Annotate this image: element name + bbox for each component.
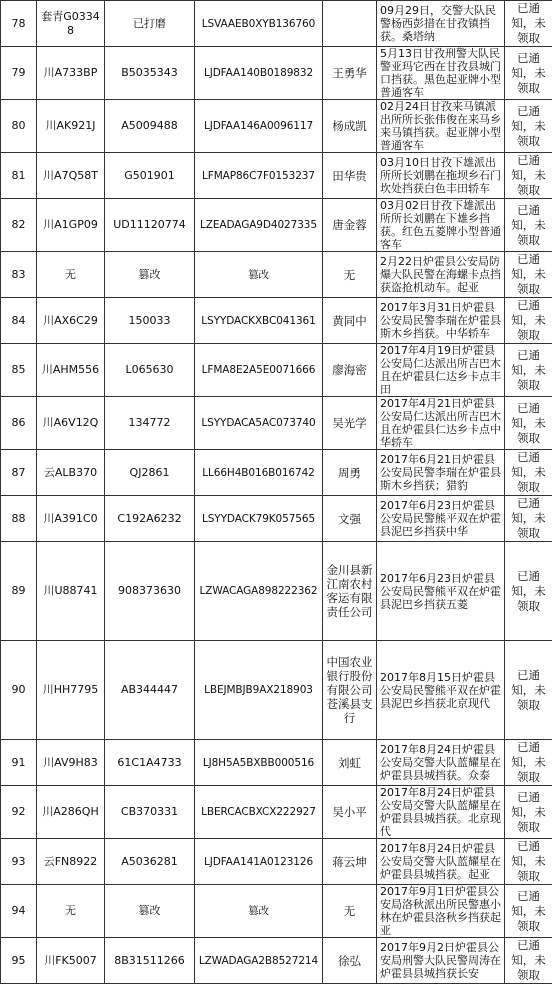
seizure-description: 2017年9月2日炉霍县公安局刑警大队民警周涛在炉霍县县城挡获长安 — [377, 938, 505, 984]
engine-number: QJ2861 — [105, 450, 195, 496]
vin-number: LSVAAEB0XYB136760 — [195, 1, 323, 47]
table-row — [1, 153, 552, 199]
plate-number: 川A1GP09 — [37, 199, 105, 252]
notification-status: 已通知，未领取 — [505, 542, 552, 641]
row-number: 90 — [1, 641, 37, 740]
vin-number: LJ8H5A5BXBB000516 — [195, 740, 323, 786]
engine-number: 134772 — [105, 397, 195, 450]
notification-status: 已通知，未领取 — [505, 496, 552, 542]
table-row — [1, 839, 552, 885]
seizure-description: 2017年8月24日炉霍县公安局交警大队蓝耀星在炉霍县县城挡获。起亚 — [377, 839, 505, 885]
seizure-description: 2017年8月24日炉霍县公安局交警大队蓝耀星在炉霍县县城挡获。北京现代 — [377, 786, 505, 839]
notification-status: 已通知，未领取 — [505, 740, 552, 786]
plate-number: 川A6V12Q — [37, 397, 105, 450]
table-row — [1, 885, 552, 938]
engine-number: G501901 — [105, 153, 195, 199]
engine-number: 61C1A4733 — [105, 740, 195, 786]
table-row — [1, 298, 552, 344]
seizure-description: 2017年8月24日炉霍县公安局交警大队蓝耀星在炉霍县县城挡获。众泰 — [377, 740, 505, 786]
vin-number: LZEADAGA9D4027335 — [195, 199, 323, 252]
seizure-description: 2017年6月23日炉霍县公安局民警熊平双在炉霍县泥巴乡挡获中华 — [377, 496, 505, 542]
plate-number: 云ALB370 — [37, 450, 105, 496]
plate-number: 无 — [37, 885, 105, 938]
seizure-description: 2017年4月19日炉霍县公安局仁达派出所吉巴木且在炉霍县仁达乡卡点丰田 — [377, 344, 505, 397]
seizure-description: 2017年6月21日炉霍县公安局民警李瑞在炉霍县斯木乡挡获；猎豹 — [377, 450, 505, 496]
notification-status: 已通知，未领取 — [505, 450, 552, 496]
table-row — [1, 740, 552, 786]
notification-status: 已通知，未领取 — [505, 641, 552, 740]
vin-number: LBERCACBXCX222927 — [195, 786, 323, 839]
row-number: 80 — [1, 100, 37, 153]
plate-number: 无 — [37, 252, 105, 298]
row-number: 92 — [1, 786, 37, 839]
engine-number: 已打磨 — [105, 1, 195, 47]
vin-number: 篡改 — [195, 885, 323, 938]
seizure-description: 2月22日炉霍县公安局防爆大队民警在海螺卡点挡获盗抢机动车。起亚 — [377, 252, 505, 298]
owner-name: 黄同中 — [323, 298, 377, 344]
seizure-description: 03月02日甘孜下雄派出所所长刘鹏在下雄乡挡获。红色五菱牌小型普通客车 — [377, 199, 505, 252]
plate-number: 川AV9H83 — [37, 740, 105, 786]
seizure-description: 09月29日，交警大队民警杨西彭措在甘孜镇挡获。桑塔纳 — [377, 1, 505, 47]
vin-number: LZWACAGA898222362 — [195, 542, 323, 641]
vin-number: LBEJMBJB9AX218903 — [195, 641, 323, 740]
table-row — [1, 199, 552, 252]
owner-name: 金川县新江南农村客运有限责任公司 — [323, 542, 377, 641]
vin-number: LJDFAA140B0189832 — [195, 47, 323, 100]
notification-status: 已通知，未领取 — [505, 252, 552, 298]
engine-number: AB344447 — [105, 641, 195, 740]
row-number: 94 — [1, 885, 37, 938]
owner-name — [323, 1, 377, 47]
table-row — [1, 786, 552, 839]
vin-number: LJDFAA141A0123126 — [195, 839, 323, 885]
vin-number: LSYYDACKXBC041361 — [195, 298, 323, 344]
table-row — [1, 1, 552, 47]
notification-status: 已通知，未领取 — [505, 153, 552, 199]
row-number: 83 — [1, 252, 37, 298]
engine-number: 篡改 — [105, 885, 195, 938]
vin-number: LFMA8E2A5E0071666 — [195, 344, 323, 397]
plate-number: 川A286QH — [37, 786, 105, 839]
owner-name: 蒋云坤 — [323, 839, 377, 885]
row-number: 81 — [1, 153, 37, 199]
seizure-description: 02月24日甘孜来马镇派出所所长张伟俊在来马乡来马镇挡获。起亚牌小型普通客车 — [377, 100, 505, 153]
row-number: 86 — [1, 397, 37, 450]
vin-number: LJDFAA146A0096117 — [195, 100, 323, 153]
owner-name: 无 — [323, 252, 377, 298]
owner-name: 无 — [323, 885, 377, 938]
owner-name: 周勇 — [323, 450, 377, 496]
row-number: 91 — [1, 740, 37, 786]
table-row — [1, 542, 552, 641]
row-number: 82 — [1, 199, 37, 252]
seizure-description: 2017年3月31日炉霍县公安局民警李瑞在炉霍县斯木乡挡获。中华轿车 — [377, 298, 505, 344]
engine-number: CB370331 — [105, 786, 195, 839]
seizure-description: 2017年6月23日炉霍县公安局民警熊平双在炉霍县泥巴乡挡获五菱 — [377, 542, 505, 641]
notification-status: 已通知，未领取 — [505, 938, 552, 984]
owner-name: 文强 — [323, 496, 377, 542]
plate-number: 川HH7795 — [37, 641, 105, 740]
plate-number: 云FN8922 — [37, 839, 105, 885]
owner-name: 唐金蓉 — [323, 199, 377, 252]
engine-number: 篡改 — [105, 252, 195, 298]
vin-number: LSYYDACA5AC073740 — [195, 397, 323, 450]
notification-status: 已通知，未领取 — [505, 839, 552, 885]
row-number: 78 — [1, 1, 37, 47]
engine-number: UD11120774 — [105, 199, 195, 252]
owner-name: 吴小平 — [323, 786, 377, 839]
table-row — [1, 397, 552, 450]
vin-number: LFMAP86C7F0153237 — [195, 153, 323, 199]
notification-status: 已通知，未领取 — [505, 199, 552, 252]
owner-name: 杨成凯 — [323, 100, 377, 153]
plate-number: 川AX6C29 — [37, 298, 105, 344]
row-number: 79 — [1, 47, 37, 100]
plate-number: 川AHM556 — [37, 344, 105, 397]
seizure-description: 2017年9月1日炉霍县公安局洛秋派出所民警惠小林在炉霍县洛秋乡挡获起亚 — [377, 885, 505, 938]
plate-number: 套青G0334 8 — [37, 1, 105, 47]
engine-number: L065630 — [105, 344, 195, 397]
plate-number: 川A391C0 — [37, 496, 105, 542]
notification-status: 已通知，未领取 — [505, 885, 552, 938]
engine-number: 8B31511266 — [105, 938, 195, 984]
row-number: 84 — [1, 298, 37, 344]
table-row — [1, 344, 552, 397]
table-row — [1, 47, 552, 100]
seizure-description: 2017年4月21日炉霍县公安局仁达派出所吉巴木且在炉霍县仁达乡卡点中华轿车 — [377, 397, 505, 450]
seizure-description: 5月13日甘孜刑警大队民警亚玛它西在甘孜县城门口挡获。黑色起亚牌小型普通客车 — [377, 47, 505, 100]
plate-number: 川AK921J — [37, 100, 105, 153]
table-row — [1, 496, 552, 542]
row-number: 88 — [1, 496, 37, 542]
owner-name: 吴光学 — [323, 397, 377, 450]
owner-name: 王勇华 — [323, 47, 377, 100]
notification-status: 已通知，未领取 — [505, 397, 552, 450]
engine-number: A5036281 — [105, 839, 195, 885]
owner-name: 刘虹 — [323, 740, 377, 786]
vin-number: LSYYDACK79K057565 — [195, 496, 323, 542]
table-row — [1, 938, 552, 984]
table-row — [1, 100, 552, 153]
notification-status: 已通知，未领取 — [505, 344, 552, 397]
notification-status: 已通知，未领取 — [505, 786, 552, 839]
engine-number: A5009488 — [105, 100, 195, 153]
plate-number: 川U88741 — [37, 542, 105, 641]
engine-number: 908373630 — [105, 542, 195, 641]
notification-status: 已通知，未领取 — [505, 1, 552, 47]
row-number: 87 — [1, 450, 37, 496]
row-number: 93 — [1, 839, 37, 885]
owner-name: 中国农业银行股份有限公司苍溪县支行 — [323, 641, 377, 740]
owner-name: 徐弘 — [323, 938, 377, 984]
plate-number: 川A733BP — [37, 47, 105, 100]
notification-status: 已通知，未领取 — [505, 47, 552, 100]
vin-number: 篡改 — [195, 252, 323, 298]
seizure-description: 03月10日甘孜下雄派出所所长刘鹏在拖坝乡石门坎处挡获白色丰田轿车 — [377, 153, 505, 199]
row-number: 95 — [1, 938, 37, 984]
table-row — [1, 641, 552, 740]
owner-name: 廖海密 — [323, 344, 377, 397]
plate-number: 川FK5007 — [37, 938, 105, 984]
engine-number: 150033 — [105, 298, 195, 344]
plate-number: 川A7Q58T — [37, 153, 105, 199]
owner-name: 田华贵 — [323, 153, 377, 199]
engine-number: C192A6232 — [105, 496, 195, 542]
table-row — [1, 450, 552, 496]
vin-number: LL66H4B016B016742 — [195, 450, 323, 496]
row-number: 85 — [1, 344, 37, 397]
vin-number: LZWADAGA2B8527214 — [195, 938, 323, 984]
seizure-description: 2017年8月15日炉霍县公安局民警熊平双在炉霍县泥巴乡挡获北京现代 — [377, 641, 505, 740]
notification-status: 已通知，未领取 — [505, 298, 552, 344]
engine-number: B5035343 — [105, 47, 195, 100]
table-row — [1, 252, 552, 298]
row-number: 89 — [1, 542, 37, 641]
notification-status: 已通知，未领取 — [505, 100, 552, 153]
